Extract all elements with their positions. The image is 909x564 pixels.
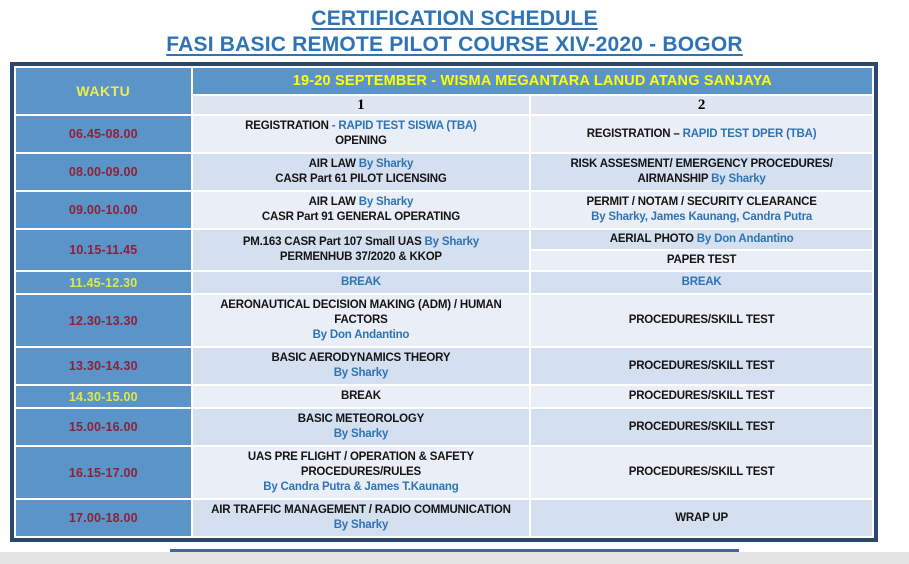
time-cell: 08.00-09.00 bbox=[16, 154, 191, 190]
instructor-text: By Don Andantino bbox=[696, 233, 794, 246]
session-text: BASIC METEOROLOGY bbox=[297, 413, 425, 426]
table-row bbox=[16, 409, 872, 445]
session-text: PERMIT / NOTAM / SECURITY CLEARANCE bbox=[586, 196, 817, 209]
instructor-text: By Sharky bbox=[333, 367, 389, 380]
session-line bbox=[197, 298, 526, 328]
session-cell bbox=[193, 295, 530, 346]
session-text: AIRMANSHIP bbox=[637, 173, 712, 186]
session-line bbox=[197, 195, 526, 210]
session-line bbox=[535, 127, 868, 142]
session-line bbox=[535, 389, 868, 404]
session-cell bbox=[193, 116, 530, 152]
session-text: PAPER TEST bbox=[666, 254, 737, 267]
session-text: RISK ASSESMENT/ EMERGENCY PROCEDURES/ bbox=[570, 158, 833, 171]
break-text: BREAK bbox=[681, 276, 722, 289]
instructor-text: By Sharky bbox=[711, 173, 766, 186]
session-line bbox=[197, 412, 526, 427]
instructor-text: By Sharky bbox=[358, 158, 414, 171]
session-subcell-paper-test bbox=[531, 249, 872, 270]
session-cell bbox=[193, 272, 530, 293]
session-cell-split bbox=[531, 230, 872, 270]
session-text: CASR Part 61 PILOT LICENSING bbox=[275, 173, 447, 186]
session-line bbox=[197, 366, 526, 381]
time-cell: 15.00-16.00 bbox=[16, 409, 191, 445]
session-cell bbox=[531, 500, 872, 536]
session-text: REGISTRATION bbox=[245, 120, 332, 133]
page-edge-strip bbox=[0, 552, 909, 564]
session-line bbox=[535, 359, 868, 374]
session-text: UAS PRE FLIGHT / OPERATION & SAFETY PROCEDURES/RULES bbox=[247, 451, 474, 479]
session-line bbox=[197, 480, 526, 495]
session-line bbox=[535, 195, 868, 210]
session-cell bbox=[193, 447, 530, 498]
time-cell: 10.15-11.45 bbox=[16, 230, 191, 270]
session-line bbox=[197, 119, 526, 134]
schedule-table bbox=[10, 62, 878, 542]
session-line bbox=[535, 172, 868, 187]
session-line bbox=[197, 518, 526, 533]
session-text: AIR LAW bbox=[308, 158, 359, 171]
session-text: PROCEDURES/SKILL TEST bbox=[628, 314, 775, 327]
instructor-text: By Candra Putra & James T.Kaunang bbox=[263, 481, 459, 494]
session-line bbox=[197, 235, 526, 250]
table-row bbox=[16, 272, 872, 293]
time-cell: 06.45-08.00 bbox=[16, 116, 191, 152]
instructor-text: By Don Andantino bbox=[312, 329, 410, 342]
time-cell: 17.00-18.00 bbox=[16, 500, 191, 536]
table-row bbox=[16, 295, 872, 346]
break-text: BREAK bbox=[340, 390, 381, 403]
session-text: PERMENHUB 37/2020 & KKOP bbox=[279, 251, 442, 264]
session-line bbox=[197, 210, 526, 225]
session-text: CASR Part 91 GENERAL OPERATING bbox=[261, 211, 460, 224]
session-line bbox=[197, 250, 526, 265]
session-line bbox=[535, 511, 868, 526]
session-text: REGISTRATION – bbox=[586, 127, 683, 140]
session-cell bbox=[193, 192, 530, 228]
session-cell bbox=[531, 116, 872, 152]
session-cell bbox=[531, 447, 872, 498]
instructor-text: By Sharky bbox=[333, 519, 389, 532]
session-text: PROCEDURES/SKILL TEST bbox=[628, 390, 775, 403]
session-line bbox=[197, 389, 526, 404]
session-text: BASIC AERODYNAMICS THEORY bbox=[271, 352, 451, 365]
session-cell bbox=[531, 272, 872, 293]
session-cell bbox=[531, 295, 872, 346]
session-line bbox=[535, 210, 868, 225]
table-row bbox=[16, 348, 872, 384]
table-row bbox=[16, 447, 872, 498]
session-text: AIR LAW bbox=[308, 196, 359, 209]
slide-header bbox=[0, 0, 909, 57]
page-title: CERTIFICATION SCHEDULE bbox=[311, 7, 598, 30]
instructor-text: By Sharky bbox=[333, 428, 389, 441]
session-cell bbox=[193, 500, 530, 536]
session-line bbox=[197, 134, 526, 149]
table-row bbox=[16, 230, 872, 270]
time-cell: 12.30-13.30 bbox=[16, 295, 191, 346]
session-line bbox=[535, 465, 868, 480]
session-line bbox=[535, 420, 868, 435]
time-cell: 09.00-10.00 bbox=[16, 192, 191, 228]
session-line bbox=[197, 503, 526, 518]
table-row bbox=[16, 192, 872, 228]
session-cell bbox=[193, 348, 530, 384]
session-line bbox=[197, 328, 526, 343]
session-line bbox=[197, 351, 526, 366]
table-header-row bbox=[16, 68, 872, 94]
table-row bbox=[16, 500, 872, 536]
time-cell: 11.45-12.30 bbox=[16, 272, 191, 293]
session-line bbox=[535, 157, 868, 172]
session-text: PROCEDURES/SKILL TEST bbox=[628, 466, 775, 479]
table-row bbox=[16, 154, 872, 190]
session-line bbox=[535, 313, 868, 328]
session-cell bbox=[531, 409, 872, 445]
instructor-text: By Sharky bbox=[424, 236, 480, 249]
session-line bbox=[197, 157, 526, 172]
instructor-text: By Sharky, James Kaunang, Candra Putra bbox=[591, 211, 813, 224]
venue-header-cell: 19-20 SEPTEMBER - WISMA MEGANTARA LANUD ATANG SANJAYA bbox=[193, 68, 872, 94]
session-text: PM.163 CASR Part 107 Small UAS bbox=[242, 236, 425, 249]
session-cell bbox=[193, 154, 530, 190]
time-cell: 16.15-17.00 bbox=[16, 447, 191, 498]
waktu-header-cell: WAKTU bbox=[16, 68, 191, 114]
page-subtitle: FASI BASIC REMOTE PILOT COURSE XIV-2020 - BOGOR bbox=[166, 32, 743, 56]
column2-header-cell: 2 bbox=[531, 96, 872, 114]
session-text: PROCEDURES/SKILL TEST bbox=[628, 420, 775, 433]
session-line bbox=[197, 275, 526, 290]
session-cell bbox=[531, 386, 872, 407]
session-text: AIR TRAFFIC MANAGEMENT / RADIO COMMUNICATION bbox=[211, 504, 511, 517]
session-cell bbox=[531, 154, 872, 190]
instructor-text: RAPID TEST DPER (TBA) bbox=[682, 127, 817, 140]
session-subcell-aerial bbox=[531, 230, 872, 249]
session-cell bbox=[193, 409, 530, 445]
instructor-text: By Sharky bbox=[358, 196, 414, 209]
session-cell bbox=[531, 192, 872, 228]
session-cell bbox=[531, 348, 872, 384]
session-text: PROCEDURES/SKILL TEST bbox=[628, 359, 775, 372]
session-line bbox=[197, 172, 526, 187]
session-line bbox=[535, 275, 868, 290]
time-cell: 13.30-14.30 bbox=[16, 348, 191, 384]
session-cell bbox=[193, 230, 530, 270]
session-cell bbox=[193, 386, 530, 407]
session-text: WRAP UP bbox=[675, 511, 728, 524]
session-line bbox=[197, 450, 526, 480]
table-row bbox=[16, 116, 872, 152]
column1-header-cell: 1 bbox=[193, 96, 530, 114]
session-text: AERONAUTICAL DECISION MAKING (ADM) / HUMAN FACTORS bbox=[220, 299, 502, 327]
session-line bbox=[197, 427, 526, 442]
session-text: AERIAL PHOTO bbox=[609, 233, 697, 246]
table-row bbox=[16, 386, 872, 407]
instructor-text: - RAPID TEST SISWA (TBA) bbox=[331, 120, 477, 133]
session-text: OPENING bbox=[335, 135, 387, 148]
time-cell: 14.30-15.00 bbox=[16, 386, 191, 407]
break-text: BREAK bbox=[340, 276, 381, 289]
